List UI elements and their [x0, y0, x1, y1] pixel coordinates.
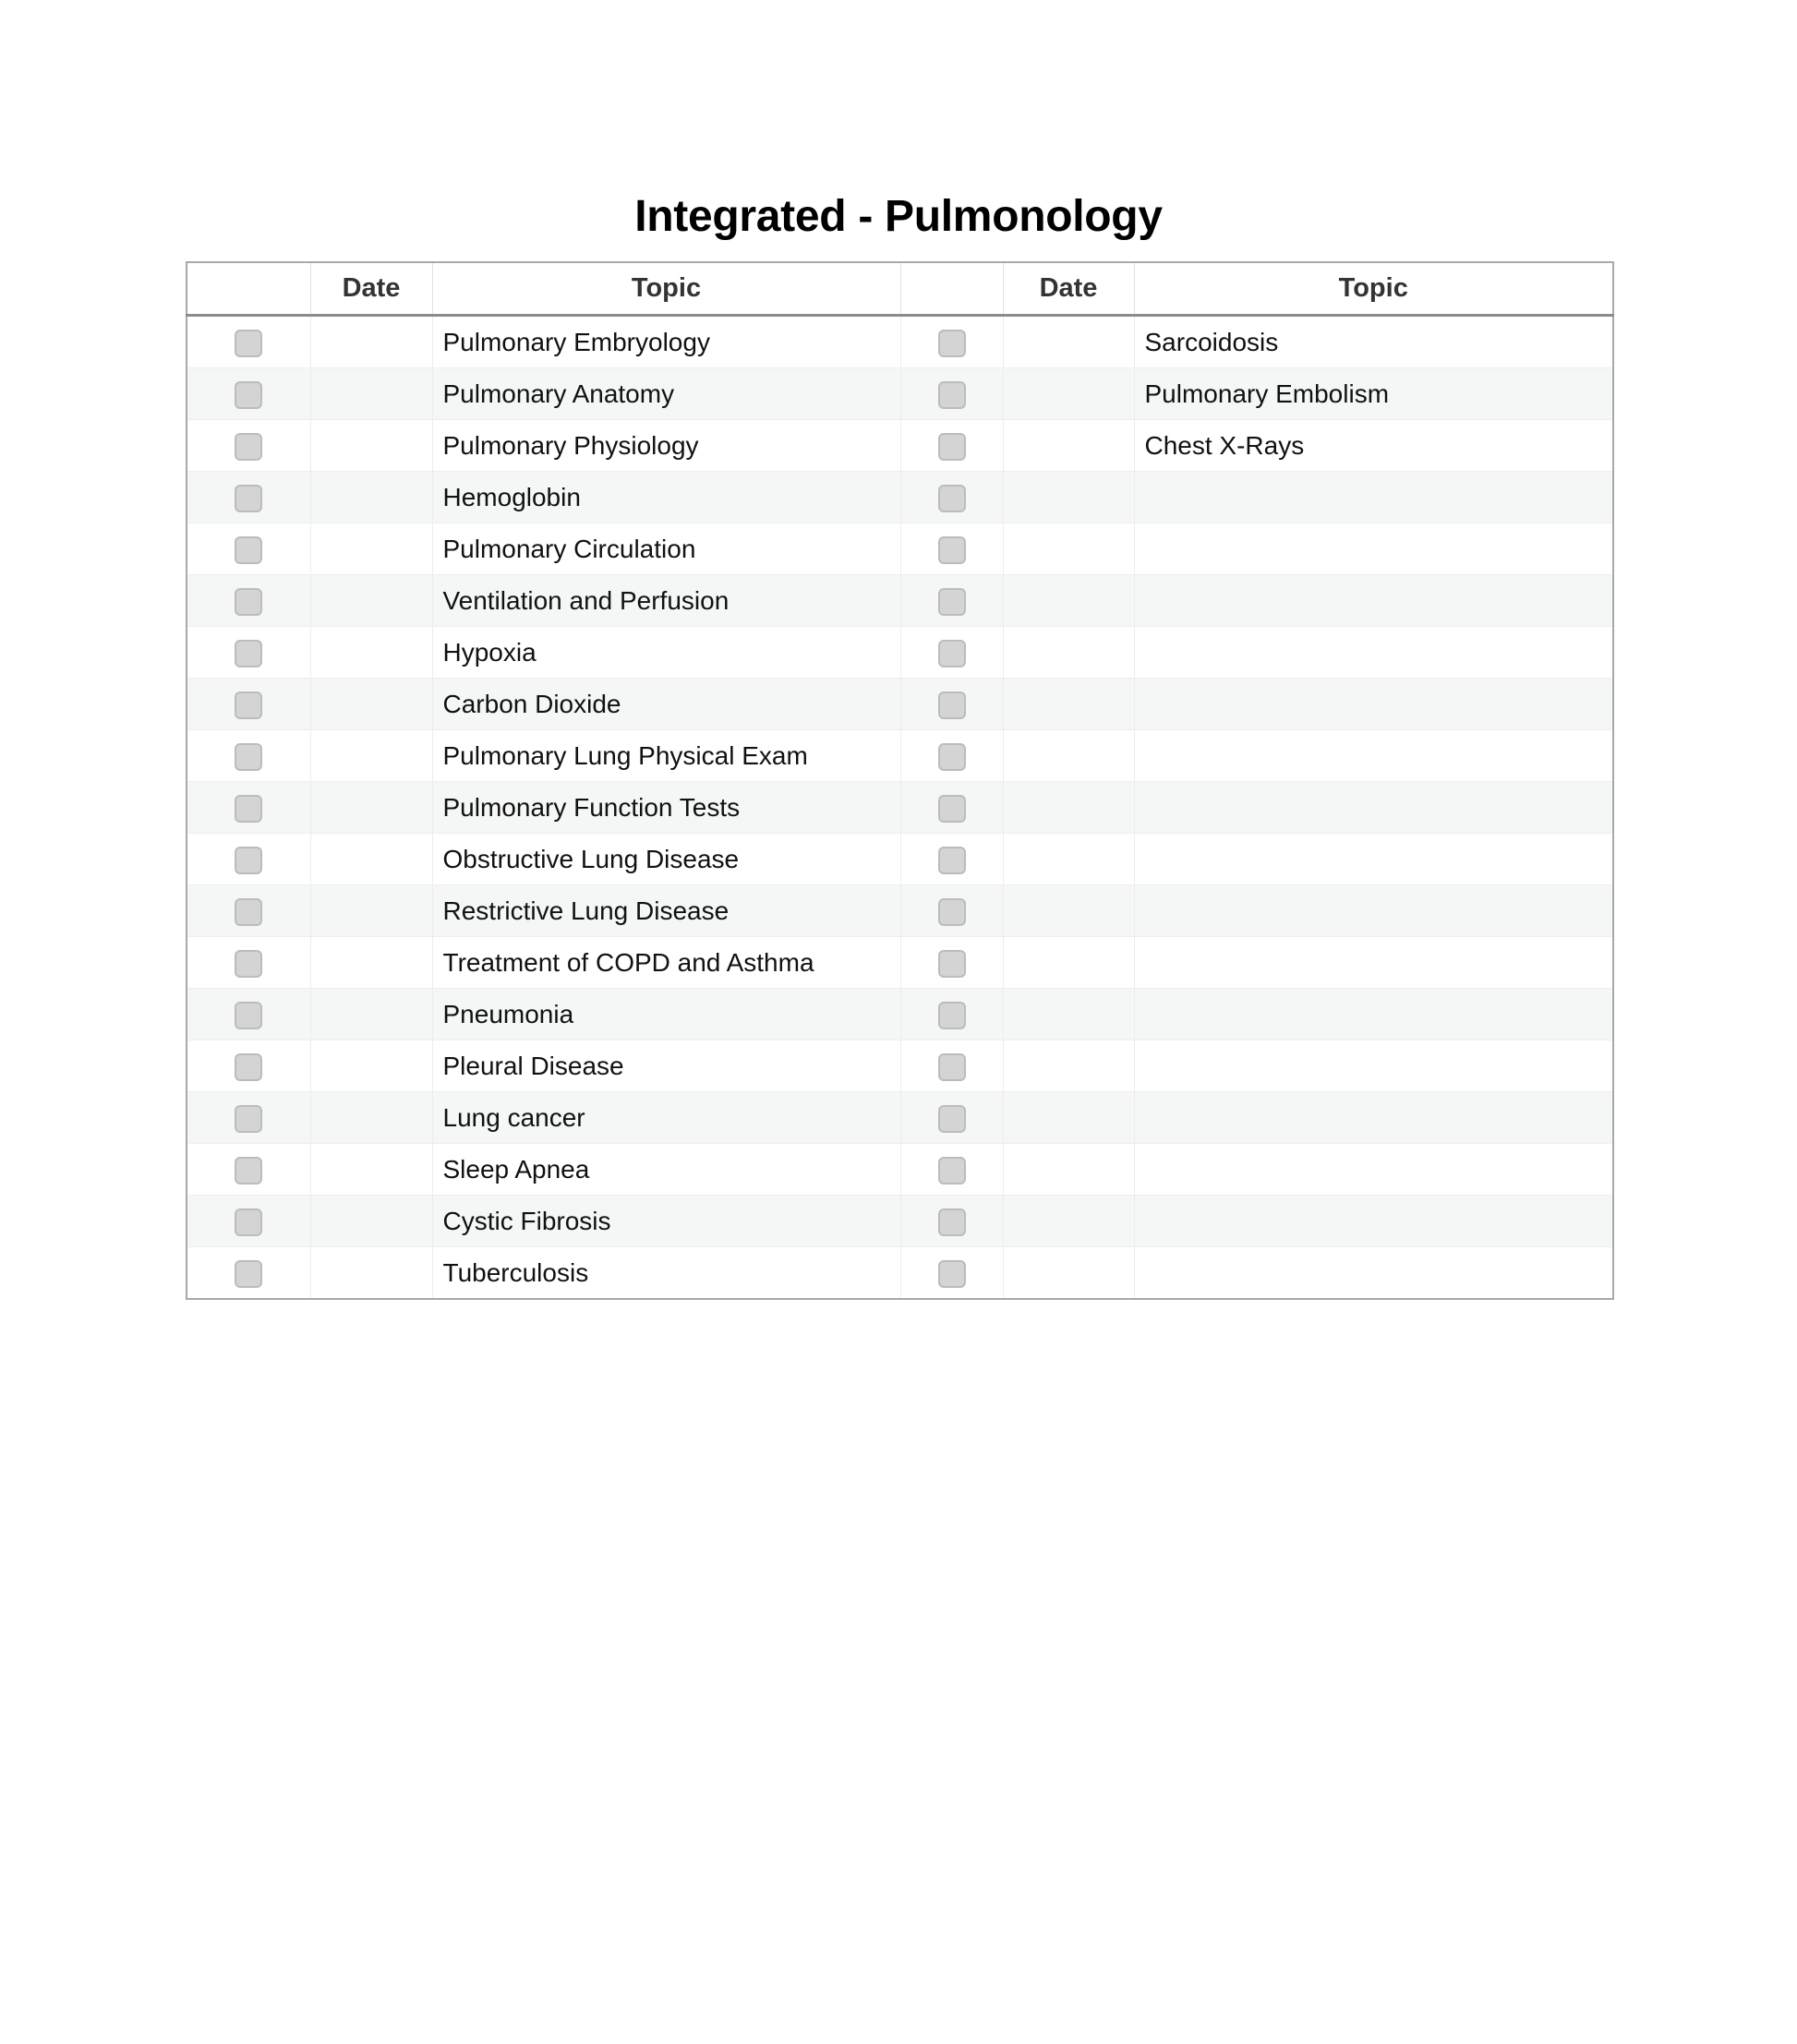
right-check-cell: [900, 679, 1003, 730]
left-topic-cell: Cystic Fibrosis: [432, 1196, 900, 1247]
left-topic-cell: Pulmonary Anatomy: [432, 368, 900, 420]
left-checkbox[interactable]: [235, 1105, 262, 1133]
left-checkbox[interactable]: [235, 536, 262, 564]
left-checkbox[interactable]: [235, 1157, 262, 1184]
table-row: [187, 420, 1613, 472]
right-topic-cell: [1134, 885, 1613, 937]
table-row: [187, 575, 1613, 627]
left-checkbox[interactable]: [235, 433, 262, 461]
right-checkbox[interactable]: [938, 588, 966, 616]
left-check-cell: [187, 989, 310, 1040]
right-check-cell: [900, 368, 1003, 420]
left-topic-cell: Lung cancer: [432, 1092, 900, 1144]
right-check-cell: [900, 885, 1003, 937]
left-topic-cell: Sleep Apnea: [432, 1144, 900, 1196]
left-checkbox[interactable]: [235, 950, 262, 978]
left-topic-cell: Restrictive Lung Disease: [432, 885, 900, 937]
left-check-cell: [187, 627, 310, 679]
left-date-cell: [310, 989, 432, 1040]
left-checkbox[interactable]: [235, 898, 262, 926]
left-topic-cell: Hemoglobin: [432, 472, 900, 523]
table-row: [187, 316, 1613, 368]
right-topic-cell: [1134, 627, 1613, 679]
right-topic-cell: [1134, 523, 1613, 575]
table-header-row: [187, 262, 1613, 316]
right-checkbox[interactable]: [938, 1002, 966, 1029]
right-check-cell: [900, 575, 1003, 627]
header-left-topic: Topic: [432, 262, 900, 316]
left-date-cell: [310, 575, 432, 627]
right-date-cell: [1003, 679, 1134, 730]
right-check-cell: [900, 1247, 1003, 1300]
right-date-cell: [1003, 420, 1134, 472]
left-date-cell: [310, 1092, 432, 1144]
right-check-cell: [900, 937, 1003, 989]
left-checkbox[interactable]: [235, 1260, 262, 1288]
right-topic-cell: [1134, 1092, 1613, 1144]
left-topic-cell: Obstructive Lung Disease: [432, 834, 900, 885]
right-check-cell: [900, 523, 1003, 575]
right-topic-cell: [1134, 730, 1613, 782]
right-check-cell: [900, 627, 1003, 679]
left-checkbox[interactable]: [235, 330, 262, 357]
table-row: [187, 523, 1613, 575]
right-topic-cell: [1134, 834, 1613, 885]
right-topic-cell: [1134, 1196, 1613, 1247]
right-check-cell: [900, 1040, 1003, 1092]
right-check-cell: [900, 834, 1003, 885]
right-checkbox[interactable]: [938, 640, 966, 667]
left-check-cell: [187, 885, 310, 937]
left-check-cell: [187, 1144, 310, 1196]
left-date-cell: [310, 730, 432, 782]
left-topic-cell: Pneumonia: [432, 989, 900, 1040]
table-row: [187, 937, 1613, 989]
right-date-cell: [1003, 627, 1134, 679]
left-check-cell: [187, 834, 310, 885]
header-left-check: [187, 262, 310, 316]
right-checkbox[interactable]: [938, 485, 966, 512]
header-left-date: Date: [310, 262, 432, 316]
left-topic-cell: Tuberculosis: [432, 1247, 900, 1300]
table-body: [187, 316, 1613, 1300]
left-date-cell: [310, 368, 432, 420]
left-checkbox[interactable]: [235, 691, 262, 719]
right-date-cell: [1003, 834, 1134, 885]
left-check-cell: [187, 575, 310, 627]
right-date-cell: [1003, 782, 1134, 834]
table-row: [187, 679, 1613, 730]
table-row: [187, 885, 1613, 937]
left-check-cell: [187, 730, 310, 782]
page-title: Integrated - Pulmonology: [634, 192, 1163, 241]
left-date-cell: [310, 1040, 432, 1092]
right-date-cell: [1003, 368, 1134, 420]
right-checkbox[interactable]: [938, 691, 966, 719]
left-check-cell: [187, 368, 310, 420]
right-date-cell: [1003, 523, 1134, 575]
table-row: [187, 834, 1613, 885]
left-check-cell: [187, 679, 310, 730]
left-checkbox[interactable]: [235, 795, 262, 823]
right-check-cell: [900, 1144, 1003, 1196]
right-checkbox[interactable]: [938, 1053, 966, 1081]
left-date-cell: [310, 834, 432, 885]
right-checkbox[interactable]: [938, 950, 966, 978]
header-right-topic: Topic: [1134, 262, 1613, 316]
left-date-cell: [310, 782, 432, 834]
table-row: [187, 1092, 1613, 1144]
right-check-cell: [900, 316, 1003, 368]
right-date-cell: [1003, 1196, 1134, 1247]
right-date-cell: [1003, 575, 1134, 627]
right-check-cell: [900, 472, 1003, 523]
right-topic-cell: [1134, 937, 1613, 989]
left-topic-cell: Hypoxia: [432, 627, 900, 679]
left-check-cell: [187, 316, 310, 368]
table-row: [187, 782, 1613, 834]
table-row: [187, 368, 1613, 420]
left-topic-cell: Treatment of COPD and Asthma: [432, 937, 900, 989]
right-checkbox[interactable]: [938, 795, 966, 823]
left-checkbox[interactable]: [235, 381, 262, 409]
right-topic-cell: [1134, 679, 1613, 730]
left-date-cell: [310, 1247, 432, 1300]
left-topic-cell: Pulmonary Embryology: [432, 316, 900, 368]
right-check-cell: [900, 782, 1003, 834]
left-check-cell: [187, 1092, 310, 1144]
left-checkbox[interactable]: [235, 640, 262, 667]
right-checkbox[interactable]: [938, 433, 966, 461]
right-date-cell: [1003, 1144, 1134, 1196]
right-topic-cell: [1134, 472, 1613, 523]
right-topic-cell: [1134, 1247, 1613, 1300]
right-topic-cell: Chest X-Rays: [1134, 420, 1613, 472]
header-right-check: [900, 262, 1003, 316]
right-topic-cell: [1134, 1040, 1613, 1092]
left-check-cell: [187, 937, 310, 989]
left-check-cell: [187, 1040, 310, 1092]
header-right-date: Date: [1003, 262, 1134, 316]
right-date-cell: [1003, 937, 1134, 989]
left-checkbox[interactable]: [235, 588, 262, 616]
left-check-cell: [187, 1196, 310, 1247]
left-date-cell: [310, 679, 432, 730]
left-date-cell: [310, 523, 432, 575]
right-topic-cell: [1134, 1144, 1613, 1196]
right-checkbox[interactable]: [938, 1260, 966, 1288]
table-row: [187, 472, 1613, 523]
left-date-cell: [310, 885, 432, 937]
right-date-cell: [1003, 1247, 1134, 1300]
right-topic-cell: [1134, 989, 1613, 1040]
left-date-cell: [310, 472, 432, 523]
table-row: [187, 1144, 1613, 1196]
left-date-cell: [310, 420, 432, 472]
right-checkbox[interactable]: [938, 743, 966, 771]
topic-tracker-table: [186, 261, 1614, 1300]
left-topic-cell: Pulmonary Lung Physical Exam: [432, 730, 900, 782]
right-date-cell: [1003, 1040, 1134, 1092]
left-topic-cell: Carbon Dioxide: [432, 679, 900, 730]
left-date-cell: [310, 627, 432, 679]
left-checkbox[interactable]: [235, 1208, 262, 1236]
right-checkbox[interactable]: [938, 1208, 966, 1236]
left-checkbox[interactable]: [235, 847, 262, 874]
right-topic-cell: [1134, 575, 1613, 627]
right-date-cell: [1003, 730, 1134, 782]
left-check-cell: [187, 420, 310, 472]
right-check-cell: [900, 730, 1003, 782]
right-checkbox[interactable]: [938, 1157, 966, 1184]
table-row: [187, 627, 1613, 679]
right-date-cell: [1003, 885, 1134, 937]
left-date-cell: [310, 1196, 432, 1247]
left-check-cell: [187, 782, 310, 834]
right-checkbox[interactable]: [938, 381, 966, 409]
left-topic-cell: Ventilation and Perfusion: [432, 575, 900, 627]
right-checkbox[interactable]: [938, 330, 966, 357]
right-check-cell: [900, 1092, 1003, 1144]
left-check-cell: [187, 523, 310, 575]
right-check-cell: [900, 420, 1003, 472]
left-date-cell: [310, 937, 432, 989]
right-topic-cell: [1134, 782, 1613, 834]
table-row: [187, 1196, 1613, 1247]
table-row: [187, 730, 1613, 782]
left-check-cell: [187, 1247, 310, 1300]
right-checkbox[interactable]: [938, 847, 966, 874]
left-date-cell: [310, 1144, 432, 1196]
table-row: [187, 1040, 1613, 1092]
right-date-cell: [1003, 316, 1134, 368]
right-topic-cell: Pulmonary Embolism: [1134, 368, 1613, 420]
left-topic-cell: Pulmonary Function Tests: [432, 782, 900, 834]
table-row: [187, 989, 1613, 1040]
left-checkbox[interactable]: [235, 485, 262, 512]
right-check-cell: [900, 989, 1003, 1040]
left-date-cell: [310, 316, 432, 368]
right-checkbox[interactable]: [938, 898, 966, 926]
left-checkbox[interactable]: [235, 1002, 262, 1029]
left-topic-cell: Pulmonary Physiology: [432, 420, 900, 472]
left-topic-cell: Pulmonary Circulation: [432, 523, 900, 575]
right-checkbox[interactable]: [938, 536, 966, 564]
right-date-cell: [1003, 472, 1134, 523]
right-date-cell: [1003, 989, 1134, 1040]
right-topic-cell: Sarcoidosis: [1134, 316, 1613, 368]
right-check-cell: [900, 1196, 1003, 1247]
left-checkbox[interactable]: [235, 743, 262, 771]
left-checkbox[interactable]: [235, 1053, 262, 1081]
right-checkbox[interactable]: [938, 1105, 966, 1133]
table-row: [187, 1247, 1613, 1300]
right-date-cell: [1003, 1092, 1134, 1144]
left-topic-cell: Pleural Disease: [432, 1040, 900, 1092]
left-check-cell: [187, 472, 310, 523]
